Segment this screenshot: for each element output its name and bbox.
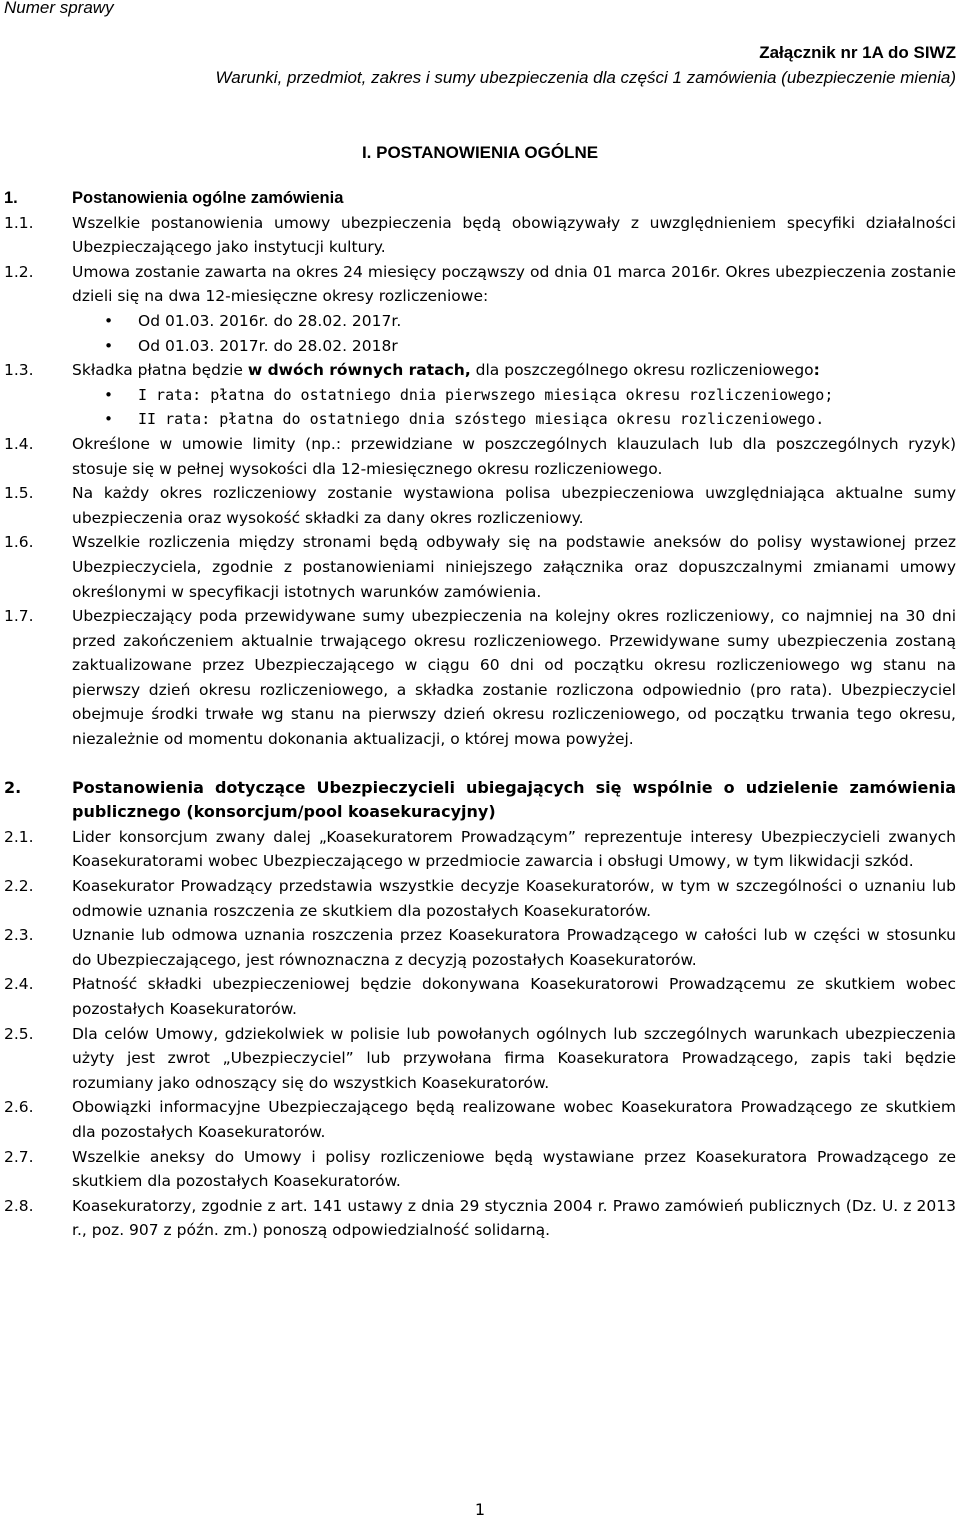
paragraph-text: Uznanie lub odmowa uznania roszczenia przez Koasekuratora Prowadzącego w całości lub w części w stosunku do Ubezpieczającego, jest równoznaczna z decyzją pozostałych Koasekuratorów.	[72, 926, 956, 969]
section-number: 1.	[4, 189, 18, 207]
paragraph-number: 2.4.	[4, 975, 34, 994]
paragraph-text: Koasekuratorzy, zgodnie z art. 141 ustawy z dnia 29 stycznia 2004 r. Prawo zamówień publicznych (Dz. U. z 2013 r., poz. 907 z późn. zm.) ponoszą odpowiedzialność solidarną.	[72, 1196, 956, 1240]
paragraph-text: Dla celów Umowy, gdziekolwiek w polisie lub powołanych ogólnych lub szczególnych warunkach ubezpieczenia użyty jest zwrot „Ubezpieczyciel” lub przywołana firma Koasekuratora Prowadzącego, zapis taki będzie rozumiany jako odnoszący się do wszystkich Koasekuratorów.	[72, 1024, 956, 1092]
paragraph-2-5	[4, 1022, 956, 1096]
paragraph-text: Wszelkie aneksy do Umowy i polisy rozliczeniowe będą wystawiane przez Koasekuratora Prowadzącego ze skutkiem dla pozostałych Koasekuratorów.	[72, 1147, 956, 1191]
paragraph-text: Wszelkie rozliczenia między stronami będą odbywały się na podstawie aneksów do polisy wystawionej przez Ubezpieczyciela, zgodnie z postanowieniami niniejszego załącznika oraz dopuszczalnymi zmianami umowy określonymi w specyfikacji istotnych warunków zamówienia.	[72, 533, 956, 601]
paragraph-2-1	[4, 825, 956, 874]
section-title-text: Postanowienia ogólne zamówienia	[72, 189, 344, 207]
section-number: 2.	[4, 777, 22, 797]
paragraph-text: Lider konsorcjum zwany dalej „Koasekuratorem Prowadzącym” reprezentuje interesy Ubezpieczycieli zwanych Koasekuratorami wobec Ubezpieczającego w przedmiocie zawarcia i obsługi Umowy, w tym likwidacji szkód.	[72, 827, 956, 871]
paragraph-number: 1.1.	[4, 213, 34, 232]
document-body	[4, 186, 956, 1243]
annex-subtitle: Warunki, przedmiot, zakres i sumy ubezpieczenia dla części 1 zamówienia (ubezpieczenie mienia)	[215, 68, 956, 87]
list-item: • Od 01.03. 2017r. do 28.02. 2018r	[138, 334, 956, 359]
list-item: • Od 01.03. 2016r. do 28.02. 2017r.	[138, 309, 956, 334]
section-title-text: Postanowienia dotyczące Ubezpieczycieli ubiegających się wspólnie o udzielenie zamówienia publicznego (konsorcjum/pool koasekuracyjny)	[72, 777, 956, 822]
section-2-heading	[4, 776, 956, 825]
section-1-heading	[4, 186, 956, 211]
paragraph-2-8	[4, 1194, 956, 1243]
paragraph-text: Ubezpieczający poda przewidywane sumy ubezpieczenia na kolejny okres rozliczeniowy, co najmniej na 30 dni przed zakończeniem aktualnie trwającego okresu rozliczeniowego. Przewidywane sumy ubezpieczenia zostaną zaktualizowane przez Ubezpieczającego w ciągu 60 dni od początku okresu rozliczeniowego wg stanu na pierwszy dzień okresu rozliczeniowego, a składka zostanie rozliczona odpowiednio (pro rata). Ubezpieczyciel obejmuje środki trwałe wg stanu na pierwszy dzień okresu rozliczeniowego, od początku trwania tego okresu, niezależnie od momentu dokonania aktualizacji, o której mowa powyżej.	[72, 607, 956, 749]
paragraph-number: 1.2.	[4, 262, 34, 281]
paragraph-1-5	[4, 481, 956, 530]
case-number: Numer sprawy	[4, 0, 114, 17]
paragraph-number: 1.4.	[4, 434, 34, 453]
paragraph-number: 1.6.	[4, 533, 34, 552]
paragraph-text: Obowiązki informacyjne Ubezpieczającego będą realizowane wobec Koasekuratora Prowadzącego ze skutkiem dla pozostałych Koasekuratorów.	[72, 1098, 956, 1141]
paragraph-2-2	[4, 874, 956, 923]
text-run: Składka płatna będzie	[72, 361, 248, 380]
paragraph-number: 2.1.	[4, 827, 34, 846]
paragraph-1-6	[4, 530, 956, 604]
paragraph-number: 2.5.	[4, 1024, 34, 1043]
paragraph-2-3	[4, 923, 956, 972]
bullet-list	[72, 383, 956, 432]
section-title: I. POSTANOWIENIA OGÓLNE	[361, 143, 599, 162]
paragraph-text: Określone w umowie limity (np.: przewidziane w poszczególnych klauzulach lub dla poszczególnych ryzyk) stosuje się w pełnej wysokości dla 12-miesięcznego okresu rozliczeniowego.	[72, 434, 956, 478]
page-number: 1	[474, 1500, 486, 1519]
paragraph-number: 2.6.	[4, 1098, 34, 1117]
text-run: dla poszczególnego okresu rozliczeniowego	[470, 361, 814, 380]
list-item: • II rata: płatna do ostatniego dnia szóstego miesiąca okresu rozliczeniowego.	[138, 407, 956, 432]
annex-title: Załącznik nr 1A do SIWZ	[759, 43, 956, 62]
paragraph-text	[72, 358, 956, 383]
spacer	[4, 752, 956, 776]
paragraph-text: Wszelkie postanowienia umowy ubezpieczenia będą obowiązywały z uwzględnieniem specyfiki działalności Ubezpieczającego jako instytucji kultury.	[72, 213, 956, 257]
paragraph-1-7	[4, 604, 956, 752]
paragraph-number: 1.5.	[4, 484, 34, 503]
paragraph-2-4	[4, 972, 956, 1021]
bullet-list	[72, 309, 956, 358]
paragraph-number: 2.3.	[4, 926, 34, 945]
paragraph-2-6	[4, 1095, 956, 1144]
paragraph-1-3	[4, 358, 956, 432]
paragraph-2-7	[4, 1145, 956, 1194]
paragraph-number: 2.2.	[4, 877, 34, 896]
paragraph-1-4	[4, 432, 956, 481]
bold-text-run: w dwóch równych ratach,	[247, 361, 471, 380]
paragraph-number: 1.3.	[4, 361, 34, 380]
paragraph-text: Płatność składki ubezpieczeniowej będzie dokonywana Koasekuratorowi Prowadzącemu ze skutkiem wobec pozostałych Koasekuratorów.	[72, 975, 956, 1018]
paragraph-number: 1.7.	[4, 607, 34, 626]
paragraph-1-1	[4, 211, 956, 260]
paragraph-text: Umowa zostanie zawarta na okres 24 miesięcy począwszy od dnia 01 marca 2016r. Okres ubezpieczenia zostanie dzieli się na dwa 12-miesięczne okresy rozliczeniowe:	[72, 262, 956, 306]
paragraph-number: 2.7.	[4, 1147, 34, 1166]
paragraph-number: 2.8.	[4, 1196, 34, 1215]
bold-text-run: :	[813, 361, 820, 380]
paragraph-text: Koasekurator Prowadzący przedstawia wszystkie decyzje Koasekuratorów, w tym w szczególności o uznaniu lub odmowie uznania roszczenia ze skutkiem dla pozostałych Koasekuratorów.	[72, 877, 956, 920]
list-item: • I rata: płatna do ostatniego dnia pierwszego miesiąca okresu rozliczeniowego;	[138, 383, 956, 408]
paragraph-1-2	[4, 260, 956, 358]
paragraph-text: Na każdy okres rozliczeniowy zostanie wystawiona polisa ubezpieczeniowa uwzględniająca aktualne sumy ubezpieczenia oraz wysokość składki za dany okres rozliczeniowy.	[72, 484, 956, 527]
